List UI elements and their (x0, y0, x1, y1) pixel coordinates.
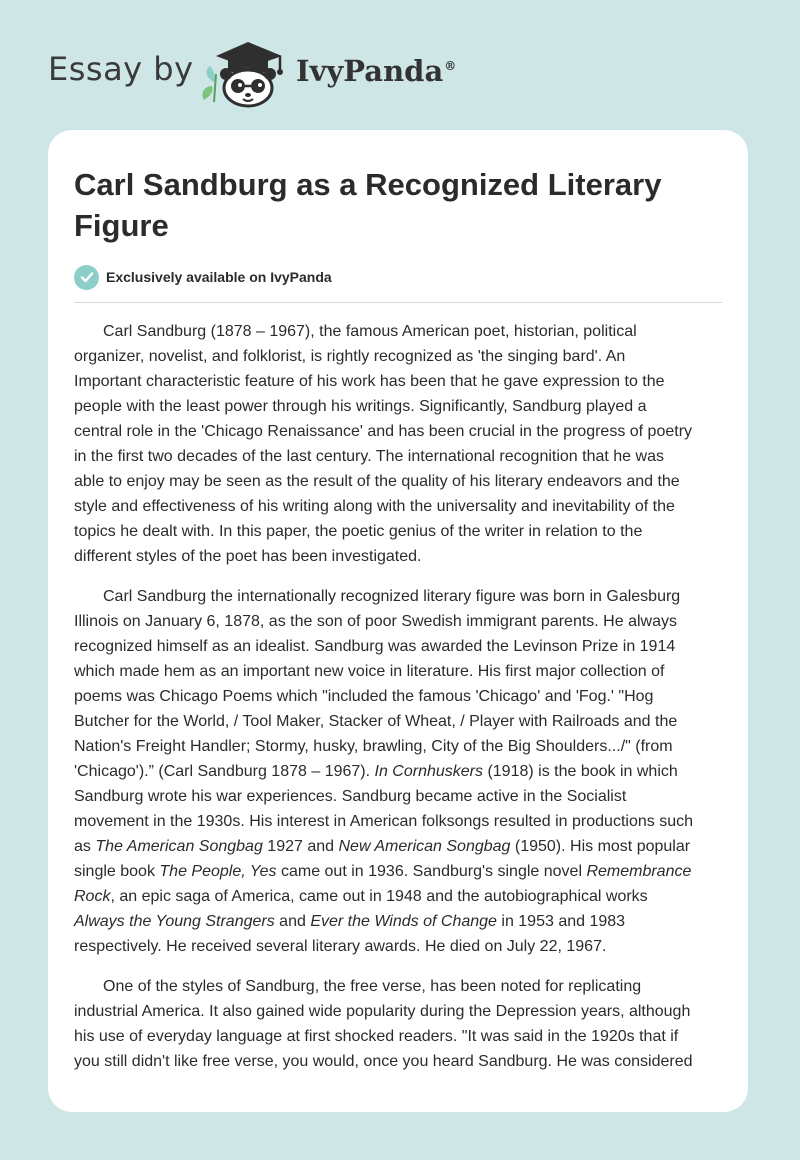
brand-name[interactable]: IvyPanda® (296, 54, 457, 88)
text-line: Illinois on January 6, 1878, as the son of poor Swedish immigrant parents. He always (74, 613, 677, 630)
text-line: people with the least power through his writings. Significantly, Sandburg played a (74, 398, 647, 415)
text-line: as The American Songbag 1927 and New American Songbag (1950). His most popular (74, 838, 691, 855)
text-line: topics he dealt with. In this paper, the poetic genius of the writer in relation to the (74, 523, 643, 540)
text-line: recognized himself as an idealist. Sandburg was awarded the Levinson Prize in 1914 (74, 638, 676, 655)
exclusive-badge (74, 264, 332, 290)
text-line: central role in the 'Chicago Renaissance' and has been crucial in the progress of poetry (74, 423, 693, 440)
text-line: 'Chicago').” (Carl Sandburg 1878 – 1967). In Cornhuskers (1918) is the book in which (74, 763, 678, 780)
check-icon (74, 265, 99, 290)
text-line: style and effectiveness of his writing along with the universality and inevitability of the (74, 498, 675, 515)
essay-title: Carl Sandburg as a Recognized Literary Figure (74, 167, 662, 243)
text-line: Always the Young Strangers and Ever the Winds of Change in 1953 and 1983 (74, 913, 626, 930)
text-line: organizer, novelist, and folklorist, is rightly recognized as 'the singing bard'. An (74, 348, 626, 365)
divider (74, 302, 722, 303)
text-line: his use of everyday language at first shocked readers. "It was said in the 1920s that if (74, 1028, 679, 1045)
text-line: different styles of the poet has been investigated. (74, 548, 422, 565)
text-line: movement in the 1930s. His interest in American folksongs resulted in productions such (74, 813, 693, 830)
text-line: Carl Sandburg the internationally recognized literary figure was born in Galesburg (103, 588, 681, 605)
text-line: in the first two decades of the last century. The international recognition that he was (74, 448, 664, 465)
text-line: Butcher for the World, / Tool Maker, Stacker of Wheat, / Player with Railroads and the (74, 713, 678, 730)
text-line: Sandburg wrote his war experiences. Sandburg became active in the Socialist (74, 788, 627, 805)
text-line: poems was Chicago Poems which "included the famous 'Chicago' and 'Fog.' "Hog (74, 688, 654, 705)
paragraph-2 (74, 584, 724, 959)
essay-by-label: Essay by (48, 50, 194, 88)
text-line: Nation's Freight Handler; Stormy, husky, brawling, City of the Big Shoulders.../" (from (74, 738, 673, 755)
text-line: industrial America. It also gained wide popularity during the Depression years, although (74, 1003, 691, 1020)
panda-graduate-icon[interactable] (198, 34, 294, 110)
text-line: One of the styles of Sandburg, the free verse, has been noted for replicating (103, 978, 642, 995)
paragraph-1 (74, 319, 724, 569)
text-line: respectively. He received several literary awards. He died on July 22, 1967. (74, 938, 607, 955)
text-line: you still didn't like free verse, you would, once you heard Sandburg. He was considered (74, 1053, 693, 1070)
text-line: single book The People, Yes came out in 1936. Sandburg's single novel Remembrance (74, 863, 692, 880)
essay-card (48, 130, 748, 1112)
badge-label: Exclusively available on IvyPanda (106, 269, 332, 285)
text-line: Important characteristic feature of his work has been that he gave expression to the (74, 373, 665, 390)
text-line: Rock, an epic saga of America, came out in 1948 and the autobiographical works (74, 888, 648, 905)
text-line: able to enjoy may be seen as the result of the quality of his literary endeavors and the (74, 473, 680, 490)
essay-body (74, 319, 724, 1089)
text-line: Carl Sandburg (1878 – 1967), the famous American poet, historian, political (103, 323, 637, 340)
site-header (0, 0, 800, 120)
paragraph-3 (74, 974, 724, 1074)
text-line: which made hem as an important new voice in literature. His first major collection of (74, 663, 665, 680)
